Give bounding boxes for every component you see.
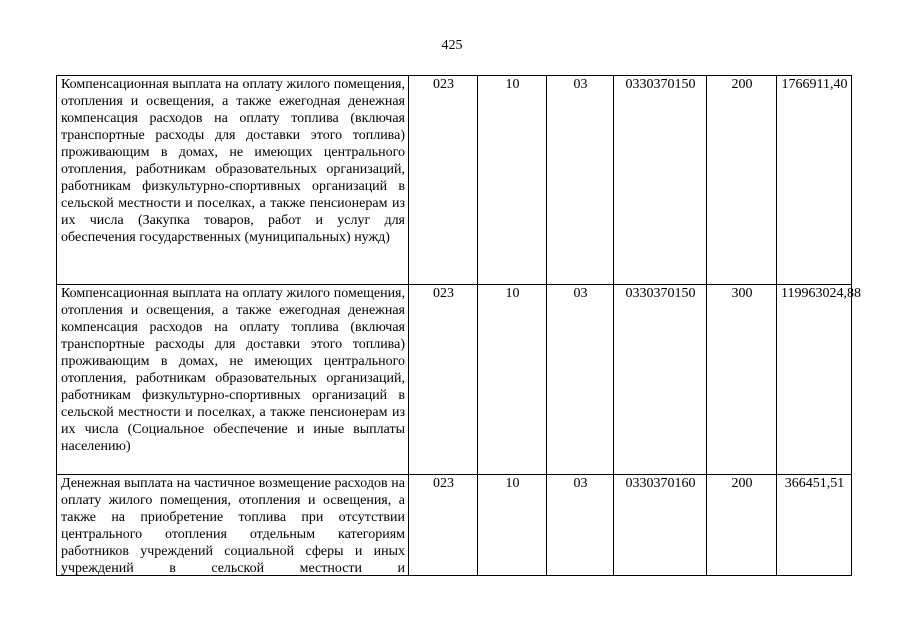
amount-value: 366451,51 [777, 475, 852, 576]
ministry-code: 023 [409, 76, 478, 285]
section-code: 10 [478, 475, 547, 576]
ministry-code: 023 [409, 475, 478, 576]
table-row [57, 285, 852, 475]
row-description: Компенсационная выплата на оплату жилого помещения, отопления и освещения, а также ежегодная денежная компенсация расходов на оплату топлива (включая транспортные расходы для доставки этого топлива) проживающим в домах, не имеющих центрального отопления, работникам образовательных организаций, работникам физкультурно-спортивных организаций в сельской местности и поселках, а также пенсионерам из их числа (Социальное обеспечение и иные выплаты населению) [57, 285, 409, 475]
amount-value: 1766911,40 [777, 76, 852, 285]
amount-value: 119963024,88 [777, 285, 852, 475]
section-code: 10 [478, 285, 547, 475]
expense-type-code: 200 [707, 76, 777, 285]
expense-type-code: 300 [707, 285, 777, 475]
row-description-cell [57, 475, 409, 576]
budget-table [56, 75, 861, 576]
subsection-code: 03 [547, 76, 614, 285]
target-article-code: 0330370160 [614, 475, 707, 576]
ministry-code: 023 [409, 285, 478, 475]
table-row [57, 475, 852, 576]
target-article-code: 0330370150 [614, 285, 707, 475]
page-number: 425 [441, 38, 463, 53]
expense-type-code: 200 [707, 475, 777, 576]
row-description: Денежная выплата на частичное возмещение расходов на оплату жилого помещения, отопления и освещения, а также на приобретение топлива при отсутствии центрального отопления отдельным категориям работников учреждений социальной сферы и иных учреждений в сельской местности и [61, 476, 405, 575]
subsection-code: 03 [547, 285, 614, 475]
target-article-code: 0330370150 [614, 76, 707, 285]
subsection-code: 03 [547, 475, 614, 576]
table-row [57, 76, 852, 285]
row-description: Компенсационная выплата на оплату жилого помещения, отопления и освещения, а также ежегодная денежная компенсация расходов на оплату топлива (включая транспортные расходы для доставки этого топлива) проживающим в домах, не имеющих центрального отопления, работникам образовательных организаций, работникам физкультурно-спортивных организаций в сельской местности и поселках, а также пенсионерам из их числа (Закупка товаров, работ и услуг для обеспечения государственных (муниципальных) нужд) [57, 76, 409, 285]
section-code: 10 [478, 76, 547, 285]
